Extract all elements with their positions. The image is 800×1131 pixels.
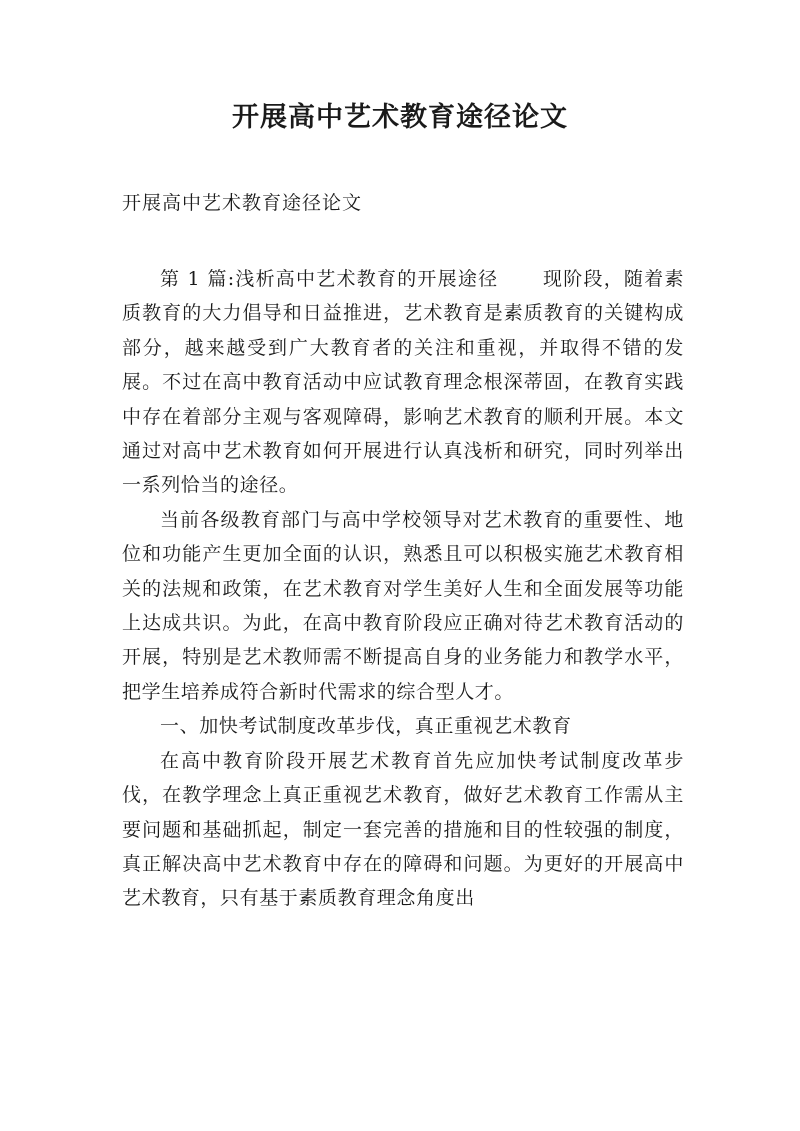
section-heading-part-1: 第 1 篇:浅析高中艺术教育的开展途径 bbox=[160, 268, 499, 290]
section-heading-1: 一、加快考试制度改革步伐，真正重视艺术教育 bbox=[160, 715, 572, 738]
paragraph-intro-text: 现阶段，随着素质教育的大力倡导和日益推进，艺术教育是素质教育的关键构成部分，越来越受到广大教育者的关注和重视，并取得不错的发展。不过在高中教育活动中应试教育理念根深蒂固，在教育实践中存在着部分主观与客观障碍，影响艺术教育的顺利开展。本文通过对高中艺术教育如何开展进行认真浅析和研究，同时列举出一系列恰当的途径。 bbox=[122, 268, 684, 497]
document-body bbox=[122, 262, 684, 916]
paragraph-intro bbox=[122, 262, 684, 503]
paragraph-2: 当前各级教育部门与高中学校领导对艺术教育的重要性、地位和功能产生更加全面的认识，熟悉且可以积极实施艺术教育相关的法规和政策，在艺术教育对学生美好人生和全面发展等功能上达成共识。为此，在高中教育阶段应正确对待艺术教育活动的开展，特别是艺术教师需不断提高自身的业务能力和教学水平，把学生培养成符合新时代需求的综合型人才。 bbox=[122, 508, 684, 703]
paragraph-3: 在高中教育阶段开展艺术教育首先应加快考试制度改革步伐，在教学理念上真正重视艺术教育，做好艺术教育工作需从主要问题和基础抓起，制定一套完善的措施和目的性较强的制度，真正解决高中艺术教育中存在的障碍和问题。为更好的开展高中艺术教育，只有基于素质教育理念角度出 bbox=[122, 749, 684, 910]
document-title: 开展高中艺术教育途径论文 bbox=[232, 102, 568, 133]
document-subtitle: 开展高中艺术教育途径论文 bbox=[122, 192, 363, 214]
